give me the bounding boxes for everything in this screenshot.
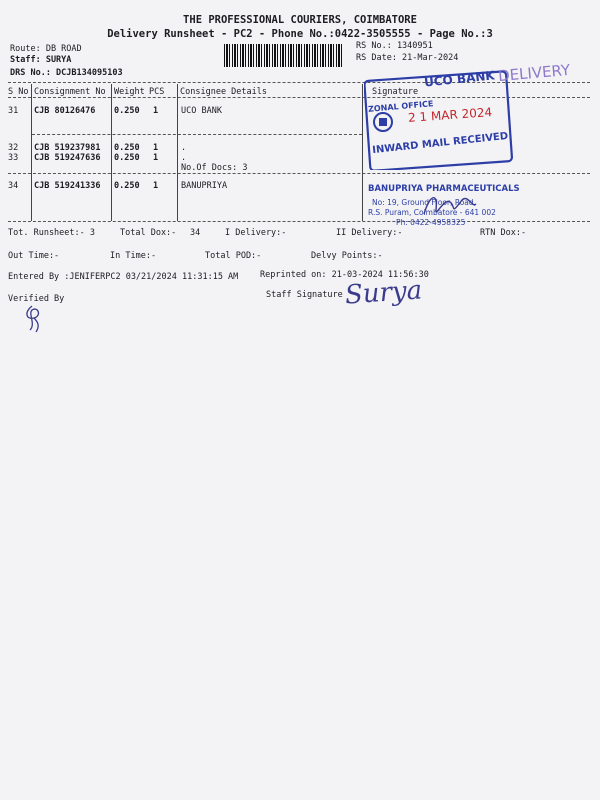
rs-number: RS No.: 1340951 (356, 41, 433, 51)
col-weight: Weight (114, 87, 145, 97)
in-time: In Time:- (110, 251, 157, 261)
row-weight: 0.250 (114, 106, 140, 116)
staff-handwritten-signature: Surya (344, 275, 424, 311)
barcode (224, 44, 344, 67)
rs-date: RS Date: 21-Mar-2024 (356, 53, 459, 63)
row-sno: 34 (8, 181, 19, 191)
stamp-date: 2 1 MAR 2024 (407, 105, 493, 125)
row-pcs: 1 (153, 143, 159, 153)
row-pcs: 1 (153, 106, 159, 116)
row-sno: 32 (8, 143, 19, 153)
pharma-address-1: No: 19, Ground Floor, Road, (372, 198, 477, 207)
route: Route: DB ROAD (10, 44, 82, 54)
staff-signature-label: Staff Signature (266, 290, 343, 300)
delvy-points: Delvy Points:- (311, 251, 383, 261)
row-consignee: . (181, 143, 187, 153)
row-consignment: CJB 519241336 (34, 181, 101, 191)
entered-by: Entered By :JENIFERPC2 03/21/2024 11:31:15 AM (8, 272, 239, 282)
total-dox-label: Total Dox:- (120, 228, 177, 238)
row-weight: 0.250 (114, 153, 140, 163)
col-consignment: Consignment No (34, 87, 106, 97)
stamp-zonal-office: ZONAL OFFICE (367, 99, 434, 114)
row-consignment: CJB 519237981 (34, 143, 101, 153)
row-consignee: . (181, 153, 187, 163)
row-weight: 0.250 (114, 143, 140, 153)
divider (8, 173, 590, 174)
stamp-inward-mail: INWARD MAIL RECEIVED (371, 130, 509, 157)
row-weight: 0.250 (114, 181, 140, 191)
total-dox-value: 34 (190, 228, 201, 238)
pharma-address-2: R.S. Puram, Coimbatore - 641 002 (368, 208, 496, 217)
pharma-phone: Ph: 0422-4958325 (396, 218, 466, 227)
reprinted-on: Reprinted on: 21-03-2024 11:56:30 (260, 270, 429, 280)
divider (8, 221, 590, 222)
row-sno: 31 (8, 106, 19, 116)
stamp-uco-bank: UCO BANK (423, 68, 496, 90)
bank-logo-icon (370, 110, 396, 134)
tot-runsheet: Tot. Runsheet:- 3 (8, 228, 95, 238)
row-consignee: UCO BANK (181, 106, 222, 116)
rtn-dox: RTN Dox:- (480, 228, 527, 238)
col-signature: Signature (372, 87, 419, 97)
company-title: THE PROFESSIONAL COURIERS, COIMBATORE (183, 14, 417, 26)
staff: Staff: SURYA (10, 55, 72, 65)
column-line (362, 84, 363, 221)
verifier-signature (20, 302, 50, 334)
column-line (31, 84, 32, 221)
row-consignment: CJB 80126476 (34, 106, 96, 116)
col-pcs: PCS (149, 87, 165, 97)
verified-by: Verified By (8, 294, 65, 304)
delivery-stamp: DELIVERY (497, 60, 571, 86)
drs-number: DRS No.: DCJB134095103 (10, 68, 123, 78)
column-line (177, 84, 178, 221)
consignee-signature (420, 188, 480, 222)
col-sno: S No (8, 87, 29, 97)
out-time: Out Time:- (8, 251, 60, 261)
ii-delivery: II Delivery:- (336, 228, 403, 238)
no-of-docs: No.Of Docs: 3 (181, 163, 248, 173)
row-pcs: 1 (153, 181, 159, 191)
row-consignee: BANUPRIYA (181, 181, 228, 191)
col-consignee: Consignee Details (180, 87, 267, 97)
divider (32, 134, 362, 135)
runsheet-subtitle: Delivery Runsheet - PC2 - Phone No.:0422-3505555 - Page No.:3 (107, 28, 493, 40)
row-sno: 33 (8, 153, 19, 163)
row-consignment: CJB 519247636 (34, 153, 101, 163)
pharma-name: BANUPRIYA PHARMACEUTICALS (368, 184, 520, 194)
row-pcs: 1 (153, 153, 159, 163)
total-pod: Total POD:- (205, 251, 262, 261)
column-line (111, 84, 112, 221)
i-delivery: I Delivery:- (225, 228, 287, 238)
